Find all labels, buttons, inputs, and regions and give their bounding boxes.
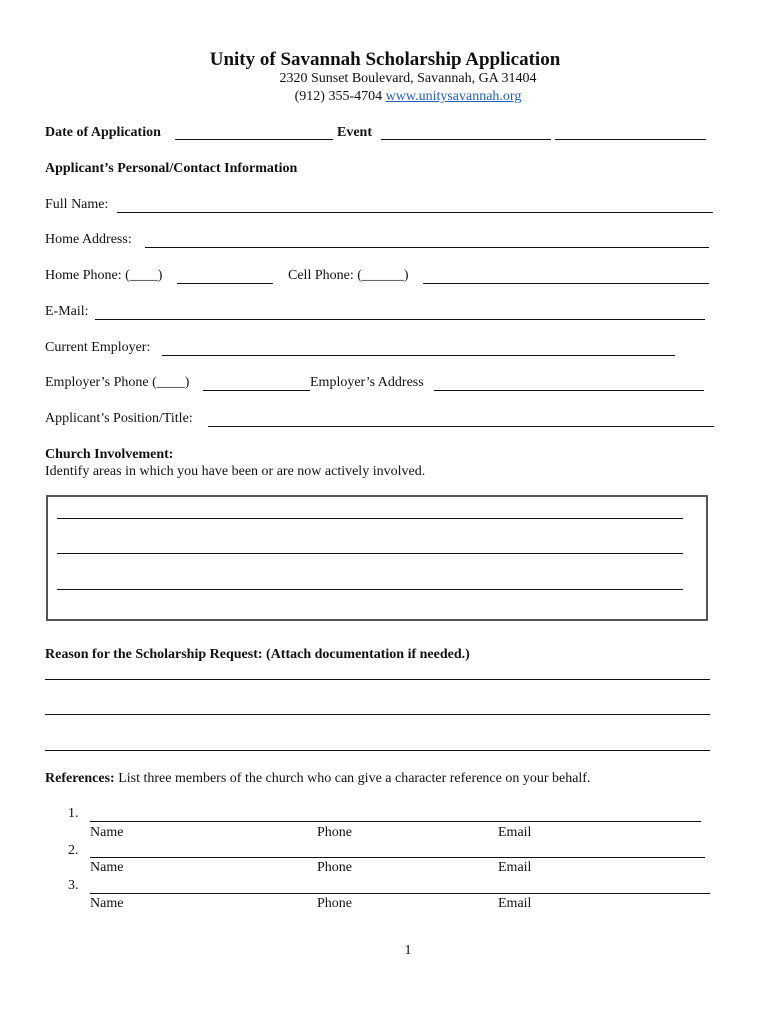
- date-of-application-label: Date of Application: [45, 125, 161, 140]
- email-label: E-Mail:: [45, 304, 89, 319]
- org-website-link[interactable]: www.unitysavannah.org: [385, 89, 522, 104]
- org-contact-line: [0, 89, 770, 105]
- reference-field[interactable]: [90, 821, 701, 822]
- page-title: Unity of Savannah Scholarship Application: [209, 49, 561, 70]
- reference-email-label: Email: [498, 896, 532, 911]
- date-of-application-field[interactable]: [175, 139, 333, 140]
- reference-phone-label: Phone: [317, 896, 352, 911]
- home-phone-field[interactable]: [177, 283, 273, 284]
- current-employer-label: Current Employer:: [45, 340, 151, 355]
- org-phone: (912) 355-4704: [294, 89, 383, 104]
- full-name-label: Full Name:: [45, 197, 109, 212]
- reference-number: 2.: [68, 843, 79, 858]
- home-address-field[interactable]: [145, 247, 709, 248]
- church-involvement-line[interactable]: [57, 553, 683, 554]
- home-phone-label: Home Phone: (____): [45, 268, 163, 283]
- reference-number: 3.: [68, 878, 79, 893]
- cell-phone-field[interactable]: [423, 283, 709, 284]
- reference-number: 1.: [68, 806, 79, 821]
- position-title-field[interactable]: [208, 426, 714, 427]
- reference-phone-label: Phone: [317, 860, 352, 875]
- employer-address-field[interactable]: [434, 390, 704, 391]
- personal-info-heading: Applicant’s Personal/Contact Information: [45, 161, 298, 176]
- church-involvement-box[interactable]: [46, 495, 708, 621]
- reason-line[interactable]: [45, 750, 710, 751]
- church-involvement-line[interactable]: [57, 589, 683, 590]
- employer-address-label: Employer’s Address: [310, 375, 424, 390]
- reference-name-label: Name: [90, 825, 124, 840]
- reason-line[interactable]: [45, 679, 710, 680]
- reference-email-label: Email: [498, 860, 532, 875]
- church-involvement-line[interactable]: [57, 518, 683, 519]
- reference-name-label: Name: [90, 860, 124, 875]
- reason-line[interactable]: [45, 714, 710, 715]
- event-field[interactable]: [381, 139, 551, 140]
- references-instructions: List three members of the church who can give a character reference on your behalf.: [118, 771, 591, 786]
- references-label: References:: [45, 771, 115, 786]
- home-address-label: Home Address:: [45, 232, 132, 247]
- cell-phone-label: Cell Phone: (______): [288, 268, 409, 283]
- email-field[interactable]: [95, 319, 705, 320]
- church-involvement-heading: Church Involvement:: [45, 447, 174, 462]
- employer-phone-label: Employer’s Phone (____): [45, 375, 190, 390]
- org-address: 2320 Sunset Boulevard, Savannah, GA 31404: [279, 71, 537, 86]
- church-involvement-instructions: Identify areas in which you have been or are now actively involved.: [45, 464, 426, 479]
- position-title-label: Applicant’s Position/Title:: [45, 411, 193, 426]
- reference-email-label: Email: [498, 825, 532, 840]
- reference-field[interactable]: [90, 893, 710, 894]
- references-intro: [45, 771, 590, 787]
- page-number: 1: [404, 943, 412, 958]
- event-field-extra[interactable]: [555, 139, 706, 140]
- reason-heading: Reason for the Scholarship Request: (Attach documentation if needed.): [45, 647, 470, 662]
- reference-name-label: Name: [90, 896, 124, 911]
- event-label: Event: [337, 125, 372, 140]
- employer-phone-field[interactable]: [203, 390, 310, 391]
- full-name-field[interactable]: [117, 212, 713, 213]
- reference-field[interactable]: [90, 857, 705, 858]
- current-employer-field[interactable]: [162, 355, 675, 356]
- reference-phone-label: Phone: [317, 825, 352, 840]
